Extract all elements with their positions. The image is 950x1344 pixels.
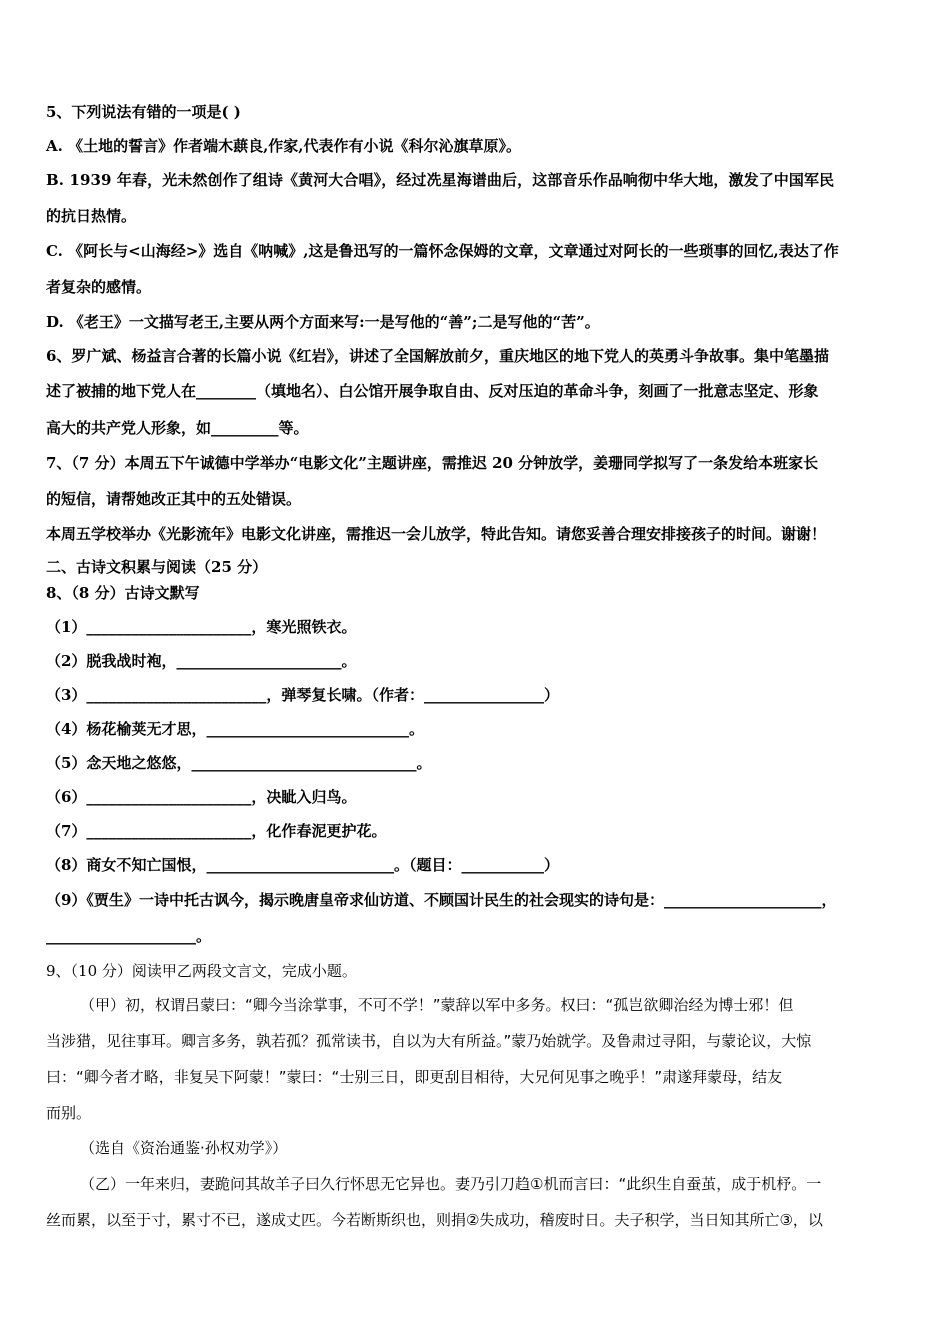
- q5-option-b-cont: 的抗日热情。: [46, 207, 137, 225]
- passage-b-line-2: 丝而累，以至于寸，累寸不已，遂成丈匹。今若断斯织也，则捐②失成功，稽废时日。夫子积学，当日知其所亡③，以: [46, 1211, 823, 1229]
- q5-option-b: B. 1939 年春，光未然创作了组诗《黄河大合唱》，经过冼星海谱曲后，这部音乐作品响彻中华大地，激发了中国军民: [46, 171, 835, 189]
- passage-b-line-1: （乙）一年来归，妻跪问其故羊子曰久行怀思无它异也。妻乃引刀趋①机而言曰：“此织生自蚕茧，成于机杼。一: [80, 1175, 822, 1193]
- q7-line-1: 7、（7 分）本周五下午诚德中学举办“电影文化”主题讲座，需推迟 20 分钟放学，姜珊同学拟写了一条发给本班家长: [46, 454, 819, 472]
- q9-stem: 9、（10 分）阅读甲乙两段文言文，完成小题。: [46, 962, 357, 980]
- q8-item-5: （5）念天地之悠悠，______________________________。: [46, 754, 432, 772]
- q5-stem: 5、下列说法有错的一项是( ): [46, 103, 241, 121]
- q8-item-8: （8）商女不知亡国恨，_________________________。（题目：___________）: [46, 856, 559, 874]
- passage-a-source: （选自《资治通鉴·孙权劝学》）: [80, 1139, 288, 1157]
- q8-stem: 8、（8 分）古诗文默写: [46, 584, 200, 602]
- q8-item-1: （1）______________________，寒光照铁衣。: [46, 618, 357, 636]
- q8-item-2: （2）脱我战时袍，______________________。: [46, 652, 357, 670]
- q5-option-d: D. 《老王》一文描写老王,主要从两个方面来写:一是写他的“善”;二是写他的“苦”。: [46, 313, 600, 331]
- q8-item-9: （9）《贾生》一诗中托古讽今，揭示晚唐皇帝求仙访道、不顾国计民生的社会现实的诗句是：_____________________，: [46, 891, 837, 909]
- passage-a-line-2: 当涉猎，见往事耳。卿言多务，孰若孤？孤常读书，自以为大有所益。”蒙乃始就学。及鲁肃过寻阳，与蒙论议，大惊: [46, 1032, 812, 1050]
- q6-line-1: 6、罗广斌、杨益言合著的长篇小说《红岩》，讲述了全国解放前夕，重庆地区的地下党人的英勇斗争故事。集中笔墨描: [46, 347, 829, 365]
- q8-item-7: （7）______________________，化作春泥更护花。: [46, 822, 387, 840]
- passage-a-line-1: （甲）初，权谓吕蒙曰：“卿今当涂掌事，不可不学！”蒙辞以军中多务。权曰：“孤岂欲卿治经为博士邪！但: [80, 996, 794, 1014]
- q5-option-a: A. 《土地的誓言》作者端木蕻良,作家,代表作有小说《科尔沁旗草原》。: [46, 137, 522, 155]
- q5-option-c-cont: 者复杂的感情。: [46, 278, 152, 296]
- passage-a-line-4: 而别。: [46, 1104, 92, 1122]
- q6-line-2: 述了被捕的地下党人在________（填地名）、白公馆开展争取自由、反对压迫的革命斗争，刻画了一批意志坚定、形象: [46, 382, 819, 400]
- q7-line-2: 的短信，请帮她改正其中的五处错误。: [46, 490, 302, 508]
- q8-item-9-cont: ____________________。: [46, 927, 212, 945]
- passage-a-line-3: 曰：“卿今者才略，非复吴下阿蒙！”蒙曰：“士别三日，即更刮目相待，大兄何见事之晚乎！”肃遂拜蒙母，结友: [46, 1068, 783, 1086]
- q6-line-3: 高大的共产党人形象，如_________等。: [46, 419, 309, 437]
- section-2-heading: 二、古诗文积累与阅读（25 分）: [46, 558, 268, 576]
- q8-item-6: （6）______________________，决眦入归鸟。: [46, 788, 357, 806]
- q8-item-3: （3）________________________，弹琴复长啸。（作者：________________）: [46, 686, 559, 704]
- q7-message: 本周五学校举办《光影流年》电影文化讲座，需推迟一会儿放学，特此告知。请您妥善合理安排接孩子的时间。谢谢！: [46, 525, 827, 543]
- q5-option-c: C. 《阿长与<山海经>》选自《呐喊》,这是鲁迅写的一篇怀念保姆的文章，文章通过对阿长的一些琐事的回忆,表达了作: [46, 242, 839, 260]
- q8-item-4: （4）杨花榆荚无才思，___________________________。: [46, 720, 424, 738]
